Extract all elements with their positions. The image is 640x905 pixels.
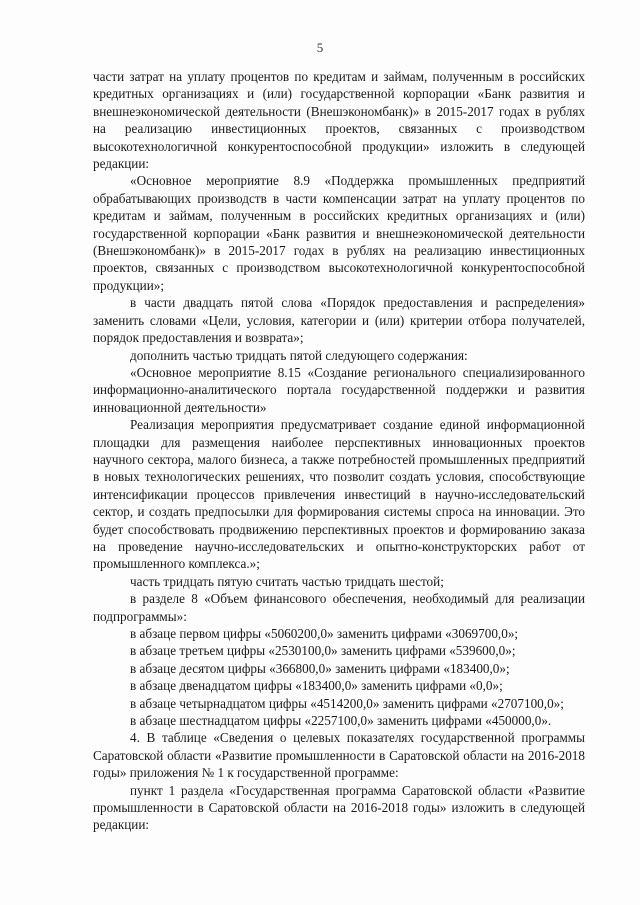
paragraph: «Основное мероприятие 8.9 «Поддержка промышленных предприятий обрабатывающих производств в части компенсации затрат на уплату процентов по кредитам и займам, полученным в российских кредитных организациях и (или) государственной корпорации «Банк развития и внешнеэкономической деятельности (Внешэкономбанк)» в 2015-2017 годах в рублях на реализацию инвестиционных проектов, связанных с производством высокотехнологичной конкурентоспособной продукции»; [93, 173, 585, 293]
paragraph: в абзаце десятом цифры «366800,0» заменить цифрами «183400,0»; [130, 660, 510, 676]
paragraph: Реализация мероприятия предусматривает создание единой информационной площадки для размещения наиболее перспективных инновационных проектов научного сектора, малого бизнеса, а также потребностей промышленных предприятий в новых технологических решениях, что позволит создать условия, способствующие интенсификации процессов привлечения инвестиций в научно-исследовательский сектор, и создать предпосылки для формирования системы спроса на инновации. Это будет способствовать продвижению перспективных проектов и формированию заказа на проведение научно-исследовательских и опытно-конструкторских работ от промышленного комплекса.»; [93, 417, 585, 572]
paragraph: в абзаце шестнадцатом цифры «2257100,0» заменить цифрами «450000,0». [130, 713, 552, 729]
paragraph: части затрат на уплату процентов по кредитам и займам, полученным в российских кредитных организациях и (или) государственной корпорации «Банк развития и внешнеэкономической деятельности (Внешэкономбанк)» в 2015-2017 годах в рублях на реализацию инвестиционных проектов, связанных с производством высокотехнологичной конкурентоспособной продукции» изложить в следующей редакции: [93, 69, 585, 172]
paragraph: в абзаце третьем цифры «2530100,0» заменить цифрами «539600,0»; [130, 643, 516, 659]
paragraph: в разделе 8 «Объем финансового обеспечения, необходимый для реализации подпрограммы»: [93, 591, 585, 624]
paragraph: часть тридцать пятую считать частью тридцать шестой; [130, 573, 444, 589]
paragraph: в абзаце первом цифры «5060200,0» заменить цифрами «3069700,0»; [130, 626, 519, 641]
paragraph: пункт 1 раздела «Государственная программа Саратовской области «Развитие промышленности в Саратовской области на 2016-2018 годы» изложить в следующей редакции: [93, 782, 585, 833]
page-number: 5 [316, 40, 324, 55]
document-body [93, 68, 585, 834]
paragraph: 4. В таблице «Сведения о целевых показателях государственной программы Саратовской области «Развитие промышленности в Саратовской области на 2016-2018 годы» приложения № 1 к государственной программе: [93, 730, 585, 781]
paragraph: дополнить частью тридцать пятой следующего содержания: [130, 347, 468, 363]
paragraph: «Основное мероприятие 8.15 «Создание регионального специализированного информационно-аналитического портала государственной поддержки и развития инновационной деятельности» [93, 364, 585, 415]
paragraph: в абзаце четырнадцатом цифры «4514200,0» заменить цифрами «2707100,0»; [130, 695, 564, 711]
paragraph: в части двадцать пятой слова «Порядок предоставления и распределения» заменить словами «Цели, условия, категории и (или) критерии отбора получателей, порядок предоставления и возврата»; [93, 295, 585, 346]
paragraph: в абзаце двенадцатом цифры «183400,0» заменить цифрами «0,0»; [130, 678, 503, 694]
